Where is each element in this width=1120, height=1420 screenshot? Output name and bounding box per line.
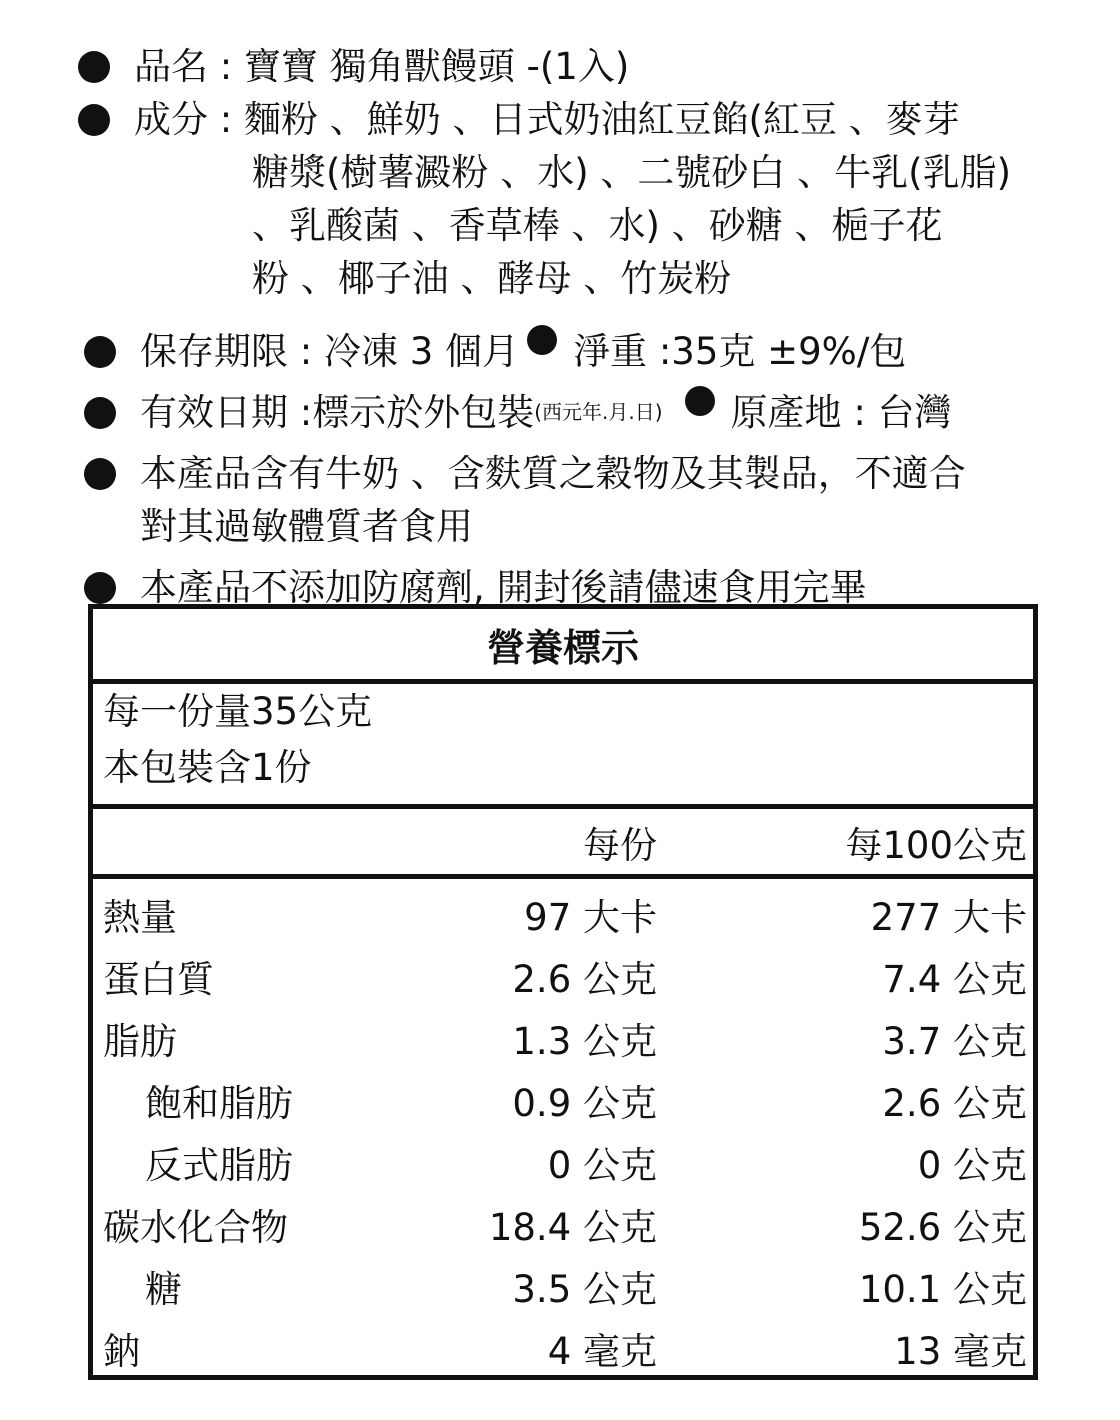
nutrient-per-serving: 2.6 公克 bbox=[512, 958, 657, 1001]
expiry-format-note: (西元年.月.日) bbox=[534, 400, 663, 424]
nutrient-per-100g: 13 毫克 bbox=[894, 1330, 1027, 1373]
allergen-line: 對其過敏體質者食用 bbox=[140, 505, 473, 548]
bullet-icon bbox=[685, 386, 715, 416]
nutrient-per-100g: 10.1 公克 bbox=[858, 1268, 1027, 1311]
serving-size: 每一份量35公克 bbox=[103, 690, 373, 733]
nutrient-per-100g: 2.6 公克 bbox=[882, 1082, 1027, 1125]
ingredients-line: 、乳酸菌 、香草棒 、水) 、砂糖 、梔子花 bbox=[252, 204, 943, 247]
product-info bbox=[78, 40, 1078, 614]
shelf-life-row bbox=[78, 325, 1078, 378]
nutrition-facts-table bbox=[88, 604, 1038, 1380]
bullet-icon bbox=[527, 325, 557, 355]
servings-per-pack: 本包裝含1份 bbox=[103, 746, 312, 789]
nutrient-per-serving: 1.3 公克 bbox=[512, 1020, 657, 1063]
net-weight: 淨重 :35克 ±9%/包 bbox=[573, 330, 907, 373]
preservative-note: 本產品不添加防腐劑, 開封後請儘速食用完畢 bbox=[140, 566, 867, 609]
nutrient-per-100g: 277 大卡 bbox=[870, 896, 1027, 939]
allergen-row bbox=[78, 447, 1078, 553]
nutrient-label: 飽和脂肪 bbox=[145, 1082, 293, 1125]
nutrient-row bbox=[93, 945, 1033, 1007]
nutrient-per-100g: 0 公克 bbox=[917, 1144, 1027, 1187]
nutrient-label: 反式脂肪 bbox=[145, 1144, 293, 1187]
origin: 原產地 : 台灣 bbox=[730, 391, 952, 434]
nutrient-per-100g: 3.7 公克 bbox=[882, 1020, 1027, 1063]
column-header-per-100g: 每100公克 bbox=[845, 824, 1027, 867]
nutrition-title: 營養標示 bbox=[93, 609, 1033, 684]
bullet-icon bbox=[84, 572, 116, 604]
nutrient-label: 鈉 bbox=[103, 1330, 140, 1373]
nutrient-row bbox=[93, 1131, 1033, 1193]
expiry-label: 有效日期 :標示於外包裝 bbox=[140, 391, 535, 434]
nutrient-per-100g: 52.6 公克 bbox=[858, 1206, 1027, 1249]
nutrient-rows bbox=[93, 879, 1033, 1379]
product-name: 品名 : 寶寶 獨角獸饅頭 -(1入) bbox=[134, 45, 630, 88]
bullet-icon bbox=[78, 104, 110, 136]
nutrient-row bbox=[93, 1069, 1033, 1131]
nutrient-per-serving: 0 公克 bbox=[547, 1144, 657, 1187]
nutrient-row bbox=[93, 1255, 1033, 1317]
ingredients-line: 粉 、椰子油 、酵母 、竹炭粉 bbox=[252, 257, 732, 300]
nutrient-per-serving: 97 大卡 bbox=[524, 896, 657, 939]
nutrient-row bbox=[93, 1193, 1033, 1255]
nutrient-per-serving: 18.4 公克 bbox=[488, 1206, 657, 1249]
bullet-icon bbox=[84, 458, 116, 490]
bullet-icon bbox=[78, 51, 110, 83]
nutrient-per-100g: 7.4 公克 bbox=[882, 958, 1027, 1001]
nutrient-per-serving: 3.5 公克 bbox=[512, 1268, 657, 1311]
nutrient-label: 碳水化合物 bbox=[103, 1206, 288, 1249]
bullet-icon bbox=[84, 397, 116, 429]
serving-info bbox=[93, 684, 1033, 809]
shelf-life: 保存期限 : 冷凍 3 個月 bbox=[140, 330, 520, 373]
nutrient-label: 蛋白質 bbox=[103, 958, 214, 1001]
ingredients-row bbox=[78, 93, 1078, 305]
nutrient-label: 糖 bbox=[145, 1268, 182, 1311]
expiry-row bbox=[78, 386, 1078, 439]
column-header-per-serving: 每份 bbox=[583, 824, 657, 867]
nutrient-row bbox=[93, 1007, 1033, 1069]
allergen-text bbox=[140, 447, 966, 553]
ingredients-text bbox=[134, 93, 1011, 305]
ingredients-line: 糖漿(樹薯澱粉 、水) 、二號砂白 、牛乳(乳脂) bbox=[252, 151, 1012, 194]
nutrient-per-serving: 4 毫克 bbox=[547, 1330, 657, 1373]
nutrient-row bbox=[93, 883, 1033, 945]
nutrient-row bbox=[93, 1317, 1033, 1379]
nutrient-label: 熱量 bbox=[103, 896, 177, 939]
allergen-line: 本產品含有牛奶 、含麩質之穀物及其製品，不適合 bbox=[140, 452, 966, 495]
product-name-row bbox=[78, 40, 1078, 93]
nutrient-per-serving: 0.9 公克 bbox=[512, 1082, 657, 1125]
bullet-icon bbox=[84, 336, 116, 368]
column-header-row bbox=[93, 809, 1033, 879]
ingredients-line: 成分 : 麵粉 、鮮奶 、日式奶油紅豆餡(紅豆 、麥芽 bbox=[134, 98, 960, 141]
nutrient-label: 脂肪 bbox=[103, 1020, 177, 1063]
